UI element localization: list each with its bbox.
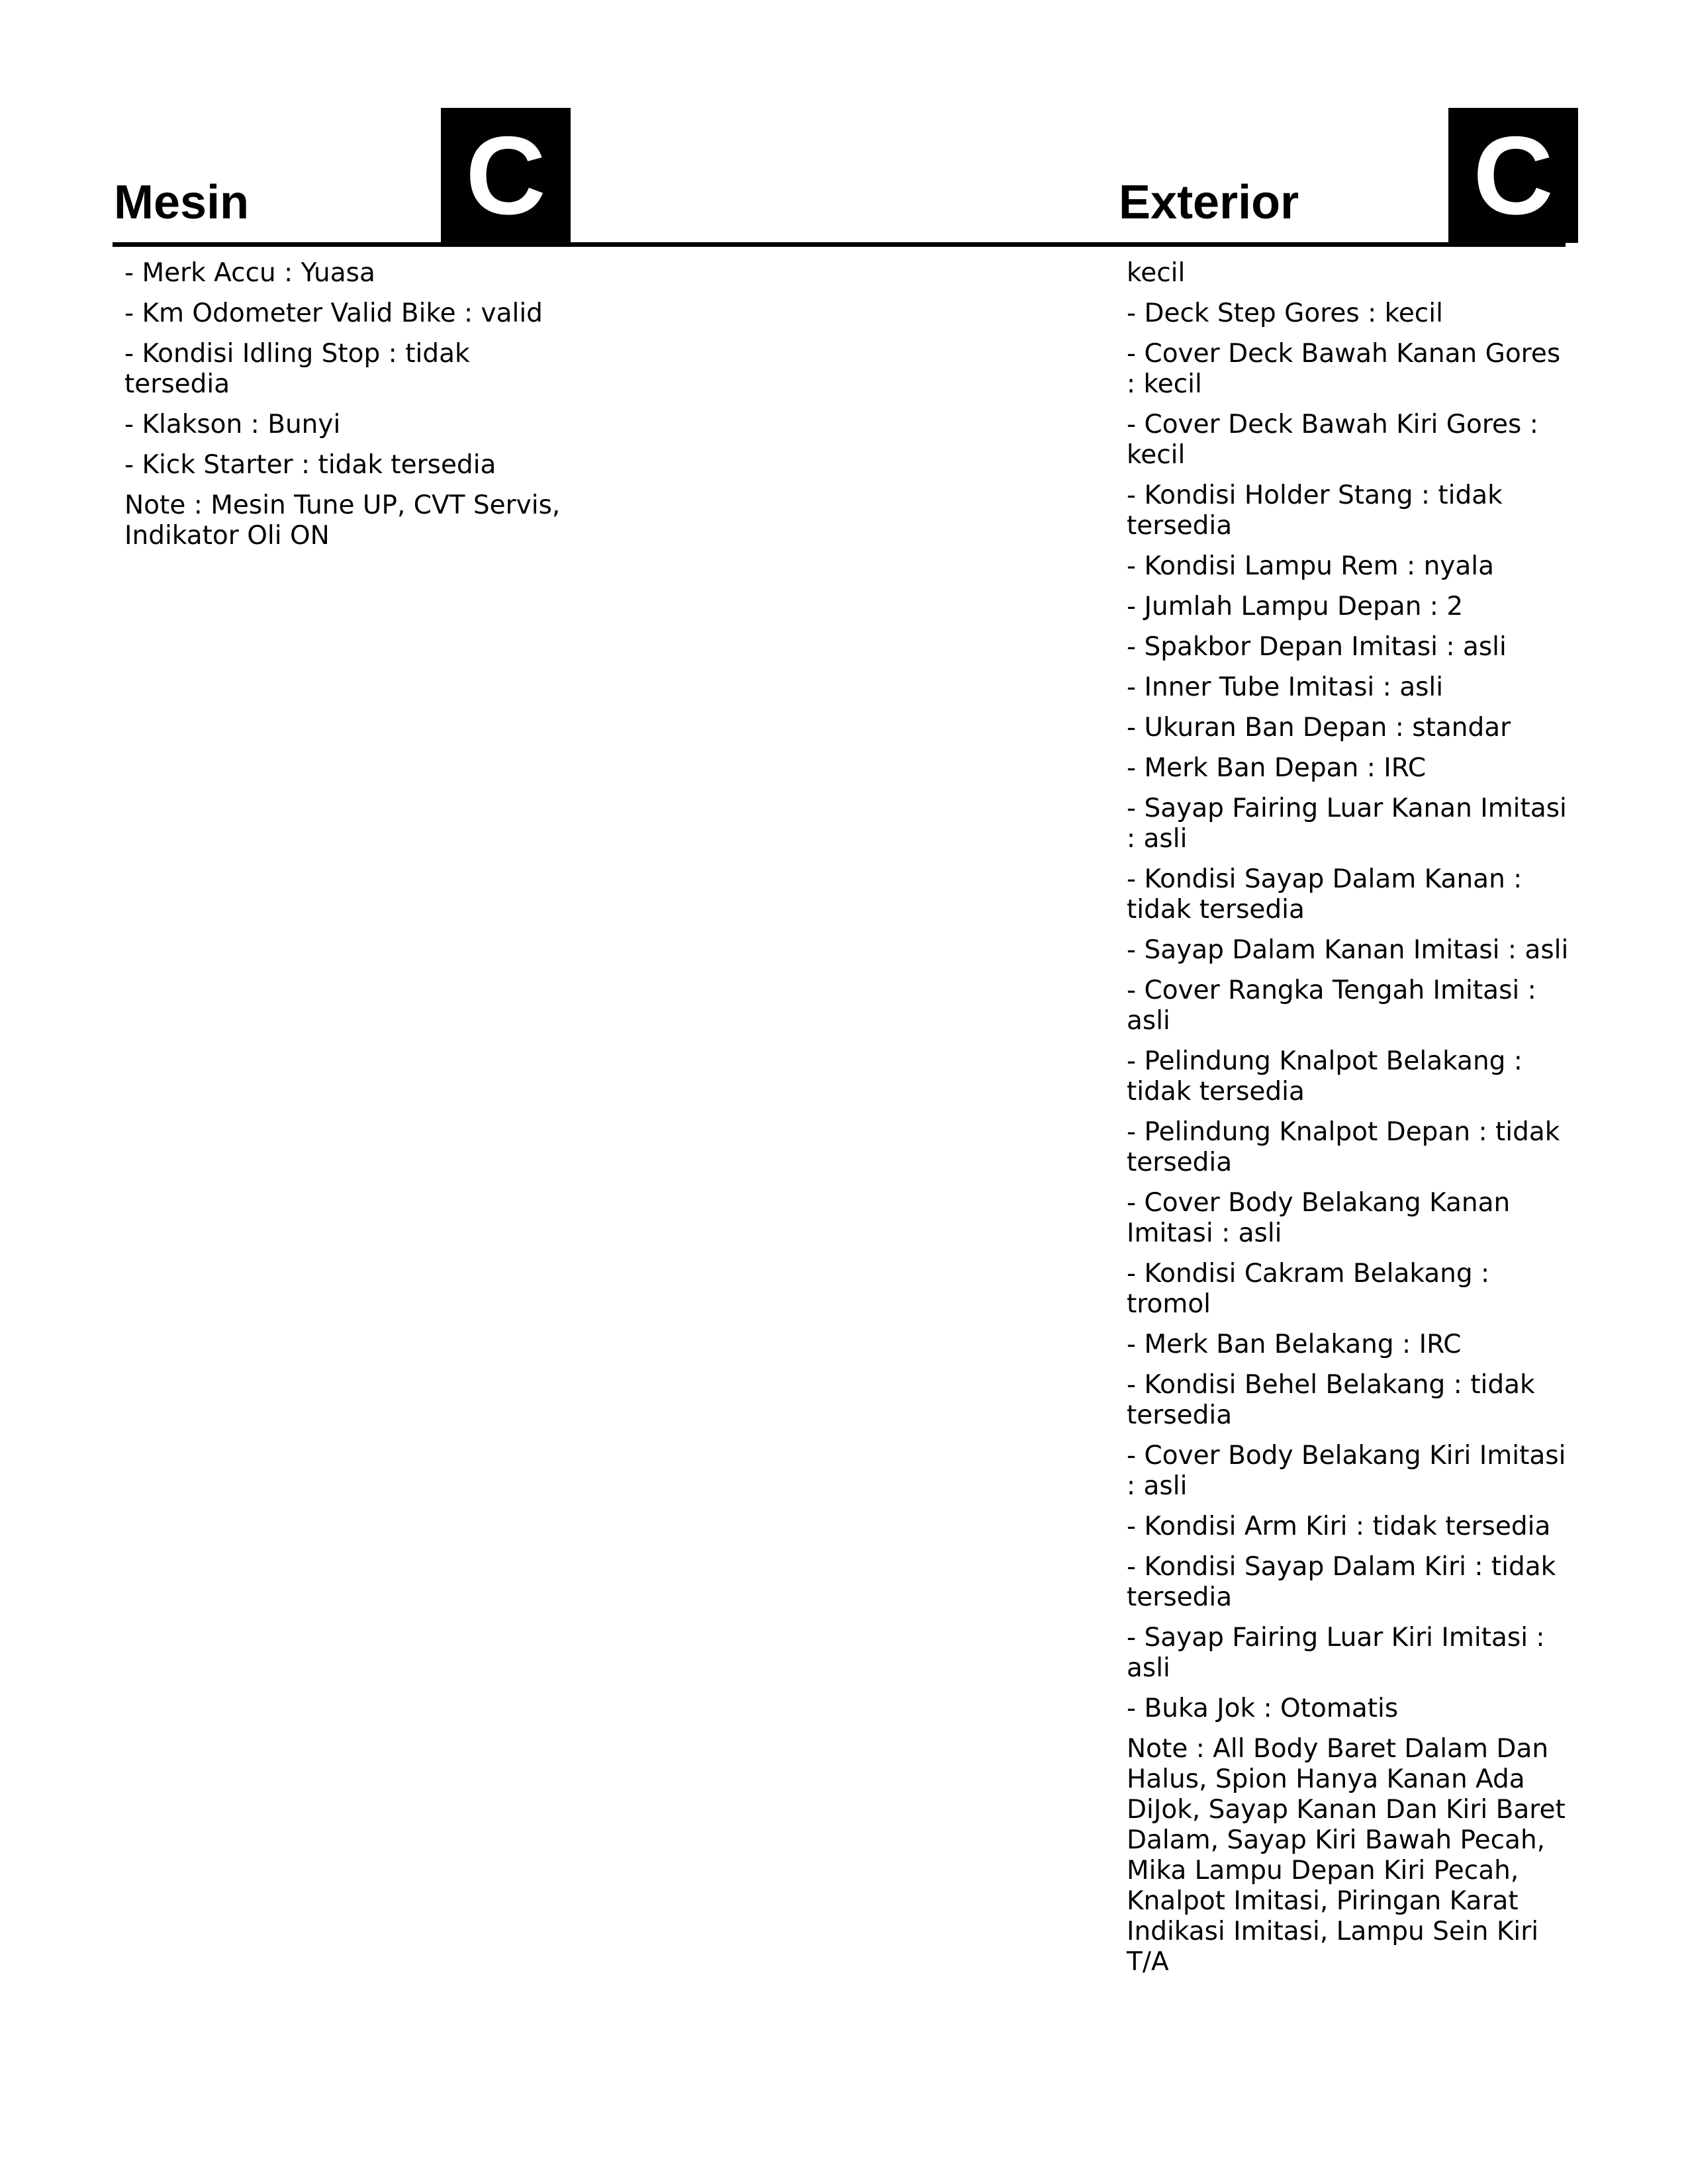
list-item: - Kondisi Holder Stang : tidak tersedia bbox=[1127, 480, 1503, 541]
list-item: - Inner Tube Imitasi : asli bbox=[1127, 672, 1444, 702]
exterior-item-list bbox=[1127, 258, 1570, 1987]
list-item: - Spakbor Depan Imitasi : asli bbox=[1127, 632, 1507, 662]
list-item: - Cover Rangka Tengah Imitasi : asli bbox=[1127, 976, 1536, 1036]
list-item: - Merk Accu : Yuasa bbox=[124, 258, 375, 288]
exterior-section-title: Exterior bbox=[1119, 176, 1299, 229]
mesin-item-list bbox=[124, 258, 575, 561]
list-item: - Kondisi Cakram Belakang : tromol bbox=[1127, 1259, 1490, 1319]
list-item: - Buka Jok : Otomatis bbox=[1127, 1694, 1399, 1723]
mesin-note: Note : Mesin Tune UP, CVT Servis, Indikator Oli ON bbox=[124, 490, 561, 551]
list-item: - Pelindung Knalpot Depan : tidak tersedia bbox=[1127, 1117, 1560, 1177]
list-item: - Klakson : Bunyi bbox=[124, 410, 341, 439]
mesin-section-title: Mesin bbox=[114, 176, 250, 229]
list-item: - Pelindung Knalpot Belakang : tidak tersedia bbox=[1127, 1046, 1523, 1107]
header-divider bbox=[113, 242, 1566, 247]
list-item: - Kondisi Idling Stop : tidak tersedia bbox=[124, 339, 470, 399]
list-item: - Kick Starter : tidak tersedia bbox=[124, 450, 496, 480]
exterior-note: Note : All Body Baret Dalam Dan Halus, Spion Hanya Kanan Ada DiJok, Sayap Kanan Dan Kiri Baret Dalam, Sayap Kiri Bawah Pecah, Mika Lampu Depan Kiri Pecah, Knalpot Imitasi, Piringan Karat Indikasi Imitasi, Lampu Sein Kiri T/A bbox=[1127, 1734, 1566, 1977]
list-item: - Kondisi Sayap Dalam Kanan : tidak tersedia bbox=[1127, 864, 1523, 925]
list-item: - Kondisi Lampu Rem : nyala bbox=[1127, 551, 1495, 581]
list-item: - Merk Ban Belakang : IRC bbox=[1127, 1330, 1462, 1359]
list-item: - Kondisi Arm Kiri : tidak tersedia bbox=[1127, 1512, 1551, 1541]
list-item: - Sayap Dalam Kanan Imitasi : asli bbox=[1127, 935, 1569, 965]
list-item: - Sayap Fairing Luar Kanan Imitasi : asli bbox=[1127, 794, 1567, 854]
list-item: - Cover Body Belakang Kanan Imitasi : asli bbox=[1127, 1188, 1511, 1248]
mesin-grade-badge: C bbox=[441, 108, 571, 243]
list-item: - Cover Body Belakang Kiri Imitasi : asli bbox=[1127, 1441, 1566, 1501]
list-item: - Deck Step Gores : kecil bbox=[1127, 298, 1443, 328]
list-item: - Sayap Fairing Luar Kiri Imitasi : asli bbox=[1127, 1623, 1545, 1683]
list-item: - Cover Deck Bawah Kiri Gores : kecil bbox=[1127, 410, 1538, 470]
list-item: - Kondisi Behel Belakang : tidak tersedia bbox=[1127, 1370, 1535, 1430]
list-item: - Merk Ban Depan : IRC bbox=[1127, 753, 1427, 783]
list-item: - Jumlah Lampu Depan : 2 bbox=[1127, 592, 1464, 621]
list-item: - Km Odometer Valid Bike : valid bbox=[124, 298, 543, 328]
list-item: - Kondisi Sayap Dalam Kiri : tidak tersedia bbox=[1127, 1552, 1556, 1612]
list-item: - Cover Deck Bawah Kanan Gores : kecil bbox=[1127, 339, 1561, 399]
list-item: kecil bbox=[1127, 258, 1186, 288]
exterior-grade-badge: C bbox=[1448, 108, 1578, 243]
list-item: - Ukuran Ban Depan : standar bbox=[1127, 713, 1511, 743]
